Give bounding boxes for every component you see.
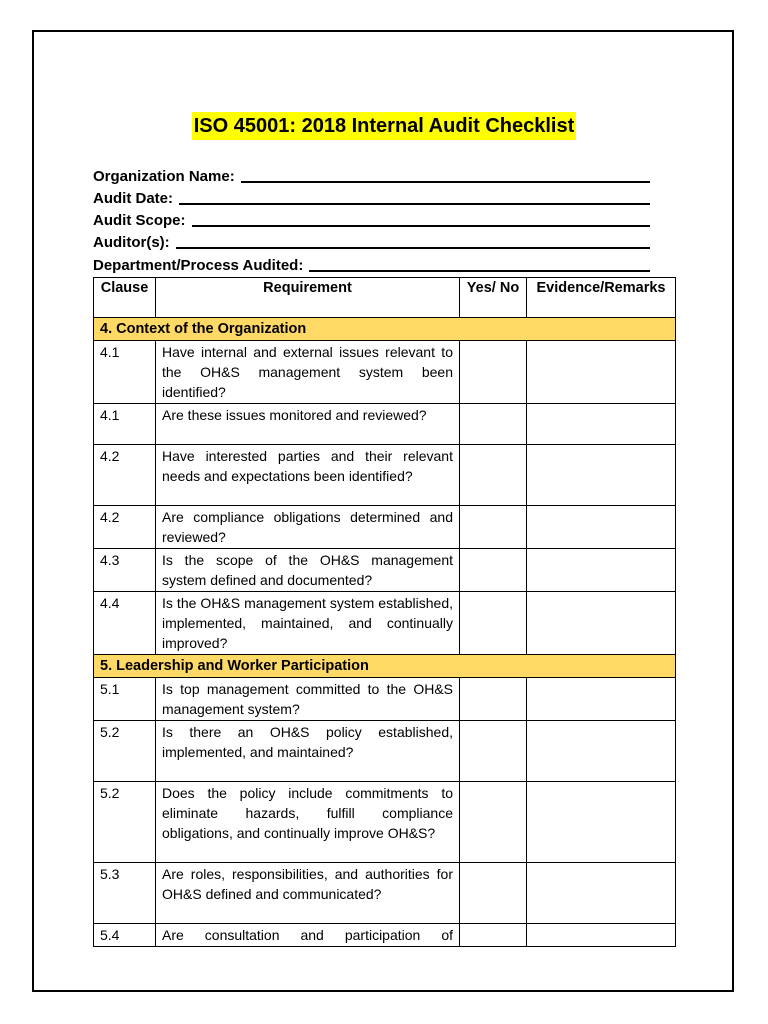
section-title: 5. Leadership and Worker Participation [94,655,676,678]
yes-no-cell[interactable] [460,924,527,947]
yes-no-cell[interactable] [460,592,527,655]
table-row [94,445,676,506]
clause-cell: 5.2 [94,782,156,863]
auditors-field [93,230,650,252]
yes-no-cell[interactable] [460,678,527,721]
department-process-line[interactable] [309,270,650,272]
table-row [94,924,676,947]
evidence-cell[interactable] [527,924,676,947]
clause-cell: 5.1 [94,678,156,721]
yes-no-cell[interactable] [460,506,527,549]
table-row [94,863,676,924]
evidence-cell[interactable] [527,863,676,924]
clause-cell: 4.1 [94,404,156,445]
yes-no-cell[interactable] [460,549,527,592]
section-title: 4. Context of the Organization [94,318,676,341]
requirement-cell: Have internal and external issues relevant to the OH&S management system been identified? [156,341,460,404]
department-process-field [93,253,650,275]
organization-name-field [93,164,650,186]
table-row [94,549,676,592]
requirement-cell: Are compliance obligations determined and reviewed? [156,506,460,549]
evidence-cell[interactable] [527,721,676,782]
evidence-cell[interactable] [527,445,676,506]
requirement-cell: Have interested parties and their relevant needs and expectations been identified? [156,445,460,506]
requirement-cell: Is top management committed to the OH&S management system? [156,678,460,721]
audit-scope-field [93,208,650,230]
evidence-cell[interactable] [527,592,676,655]
yes-no-cell[interactable] [460,404,527,445]
table-row [94,404,676,445]
table-row [94,782,676,863]
yes-no-cell[interactable] [460,721,527,782]
clause-cell: 4.3 [94,549,156,592]
yes-no-cell[interactable] [460,341,527,404]
evidence-cell[interactable] [527,341,676,404]
clause-cell: 5.3 [94,863,156,924]
evidence-cell[interactable] [527,506,676,549]
requirement-cell: Are consultation and participation of [156,924,460,947]
yes-no-cell[interactable] [460,782,527,863]
clause-header: Clause [94,278,156,318]
table-row [94,678,676,721]
requirement-cell: Is the OH&S management system established, implemented, maintained, and continually improved? [156,592,460,655]
yes-no-cell[interactable] [460,863,527,924]
field-label: Department/Process Audited: [93,257,304,274]
evidence-cell[interactable] [527,782,676,863]
field-label: Organization Name: [93,168,235,185]
field-label: Auditor(s): [93,234,170,251]
field-label: Audit Scope: [93,212,186,229]
clause-cell: 4.1 [94,341,156,404]
table-row [94,592,676,655]
requirement-header: Requirement [156,278,460,318]
audit-scope-line[interactable] [192,225,651,227]
field-label: Audit Date: [93,190,173,207]
page-title: ISO 45001: 2018 Internal Audit Checklist [192,112,577,140]
title-container [0,112,768,140]
section-row [94,655,676,678]
table-header-row [94,278,676,318]
audit-date-field [93,186,650,208]
clause-cell: 4.2 [94,506,156,549]
yes-no-cell[interactable] [460,445,527,506]
organization-name-line[interactable] [241,181,650,183]
evidence-cell[interactable] [527,678,676,721]
table-row [94,506,676,549]
table-row [94,721,676,782]
requirement-cell: Does the policy include commitments to eliminate hazards, fulfill compliance obligations, and continually improve OH&S? [156,782,460,863]
requirement-cell: Is the scope of the OH&S management system defined and documented? [156,549,460,592]
evidence-header: Evidence/Remarks [527,278,676,318]
yes-no-header: Yes/ No [460,278,527,318]
section-row [94,318,676,341]
clause-cell: 4.4 [94,592,156,655]
requirement-cell: Are these issues monitored and reviewed? [156,404,460,445]
evidence-cell[interactable] [527,549,676,592]
audit-checklist-table [93,277,676,947]
table-row [94,341,676,404]
clause-cell: 5.4 [94,924,156,947]
clause-cell: 5.2 [94,721,156,782]
clause-cell: 4.2 [94,445,156,506]
auditors-line[interactable] [176,247,650,249]
requirement-cell: Are roles, responsibilities, and authorities for OH&S defined and communicated? [156,863,460,924]
evidence-cell[interactable] [527,404,676,445]
audit-date-line[interactable] [179,203,650,205]
requirement-cell: Is there an OH&S policy established, implemented, and maintained? [156,721,460,782]
